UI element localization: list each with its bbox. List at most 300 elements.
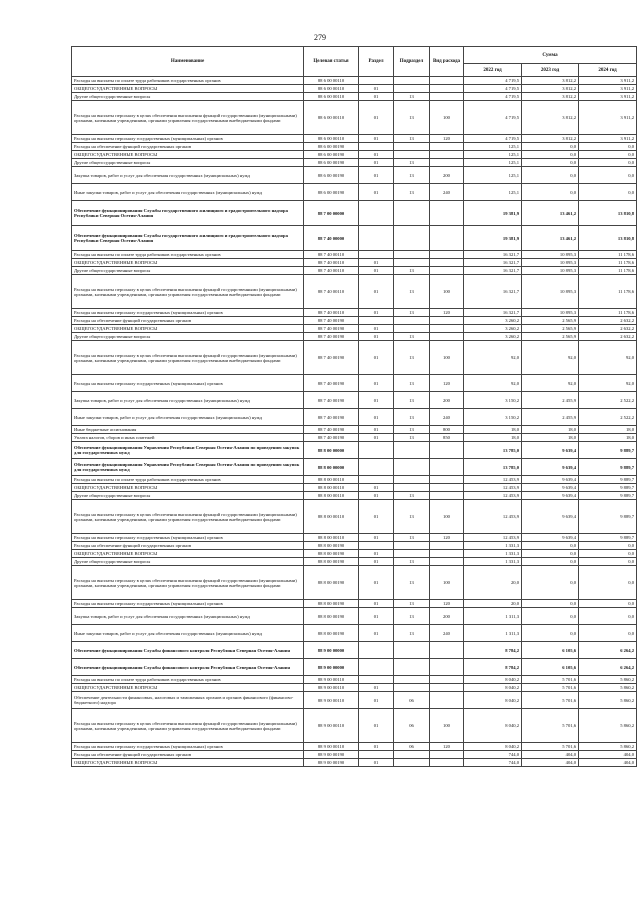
row-subsection: 13	[394, 434, 430, 442]
row-amount-2024: 9 889,7	[579, 476, 637, 484]
row-amount-2022: 125,1	[464, 143, 522, 151]
row-section: 01	[359, 341, 394, 375]
table-row	[72, 251, 637, 259]
row-name: Расходы на выплаты по оплате труда работников государственных органов	[72, 77, 304, 85]
row-expense-type	[430, 484, 464, 492]
row-section: 01	[359, 267, 394, 275]
row-amount-2022: 4 719,5	[464, 135, 522, 143]
row-amount-2023: 9 639,4	[522, 534, 579, 542]
row-name: Расходы на выплаты персоналу государственных (муниципальных) органов	[72, 534, 304, 542]
header-expense-type: Вид расхода	[430, 47, 464, 77]
row-name: Обеспечение деятельности финансовых, налоговых и таможенных органов и органов финансового (финансово-бюджетного) надзора	[72, 692, 304, 709]
table-row	[72, 642, 637, 659]
row-amount-2022: 744,0	[464, 751, 522, 759]
row-section: 01	[359, 333, 394, 341]
row-section: 01	[359, 409, 394, 426]
row-name: Расходы на выплаты персоналу государственных (муниципальных) органов	[72, 743, 304, 751]
row-amount-2024: 5 860,2	[579, 676, 637, 684]
row-amount-2023: 0,0	[522, 167, 579, 184]
row-amount-2022: 125,1	[464, 184, 522, 201]
row-expense-type	[430, 93, 464, 101]
row-amount-2024: 6 264,2	[579, 642, 637, 659]
row-name: Другие общегосударственные вопросы	[72, 159, 304, 167]
row-amount-2023: 3 812,2	[522, 101, 579, 135]
row-amount-2023: 3 812,2	[522, 85, 579, 93]
row-target-code: 88 8 00 00110	[304, 500, 359, 534]
row-amount-2022: 16 321,7	[464, 259, 522, 267]
row-section: 01	[359, 558, 394, 566]
row-amount-2023: 9 639,4	[522, 476, 579, 484]
row-amount-2023: 5 701,6	[522, 692, 579, 709]
table-row	[72, 534, 637, 542]
table-row	[72, 434, 637, 442]
row-expense-type: 120	[430, 600, 464, 608]
table-row	[72, 550, 637, 558]
row-amount-2022: 16 321,7	[464, 251, 522, 259]
header-section: Раздел	[359, 47, 394, 77]
row-target-code: 88 8 00 00110	[304, 484, 359, 492]
table-row	[72, 625, 637, 642]
row-section	[359, 676, 394, 684]
row-expense-type: 120	[430, 534, 464, 542]
row-section	[359, 77, 394, 85]
row-subsection: 13	[394, 492, 430, 500]
table-row	[72, 426, 637, 434]
row-subsection	[394, 542, 430, 550]
row-amount-2024: 92,0	[579, 341, 637, 375]
row-expense-type: 240	[430, 409, 464, 426]
row-amount-2022: 4 719,5	[464, 93, 522, 101]
table-row	[72, 184, 637, 201]
row-expense-type	[430, 442, 464, 459]
row-amount-2022: 8 784,2	[464, 642, 522, 659]
row-section	[359, 642, 394, 659]
row-expense-type	[430, 542, 464, 550]
row-amount-2022: 20,0	[464, 600, 522, 608]
row-amount-2022: 12 453,9	[464, 500, 522, 534]
row-amount-2023: 9 639,4	[522, 459, 579, 476]
row-subsection	[394, 751, 430, 759]
row-subsection	[394, 85, 430, 93]
row-amount-2023: 2 565,9	[522, 317, 579, 325]
row-section	[359, 143, 394, 151]
row-section: 01	[359, 566, 394, 600]
row-name: ОБЩЕГОСУДАРСТВЕННЫЕ ВОПРОСЫ	[72, 759, 304, 767]
row-target-code: 88 9 00 00000	[304, 642, 359, 659]
row-expense-type: 200	[430, 608, 464, 625]
row-expense-type: 240	[430, 625, 464, 642]
row-section: 01	[359, 550, 394, 558]
row-amount-2023: 0,0	[522, 625, 579, 642]
row-amount-2023: 5 701,6	[522, 676, 579, 684]
row-target-code: 88 6 00 00110	[304, 101, 359, 135]
row-name: ОБЩЕГОСУДАРСТВЕННЫЕ ВОПРОСЫ	[72, 484, 304, 492]
table-row	[72, 201, 637, 226]
row-name: Расходы на выплаты персоналу государственных (муниципальных) органов	[72, 309, 304, 317]
row-expense-type	[430, 550, 464, 558]
row-amount-2023: 6 105,6	[522, 642, 579, 659]
row-amount-2024: 9 889,7	[579, 459, 637, 476]
row-section: 01	[359, 275, 394, 309]
row-name: Расходы на выплаты персоналу государственных (муниципальных) органов	[72, 375, 304, 392]
row-target-code: 88 9 00 00190	[304, 751, 359, 759]
table-row	[72, 409, 637, 426]
row-amount-2022: 1 311,3	[464, 625, 522, 642]
row-amount-2023: 9 639,4	[522, 442, 579, 459]
row-name: Обеспечение функционирования Службы финансового контроля Республики Северная Осетия-Алания	[72, 642, 304, 659]
row-target-code: 88 8 00 00110	[304, 534, 359, 542]
row-amount-2023: 13 461,2	[522, 226, 579, 251]
row-amount-2024: 0,0	[579, 566, 637, 600]
row-amount-2024: 5 860,2	[579, 743, 637, 751]
row-expense-type	[430, 251, 464, 259]
row-target-code: 88 8 00 00000	[304, 442, 359, 459]
row-amount-2022: 8 040,2	[464, 676, 522, 684]
row-expense-type	[430, 642, 464, 659]
row-amount-2023: 2 455,9	[522, 409, 579, 426]
row-expense-type	[430, 259, 464, 267]
row-amount-2022: 12 453,9	[464, 534, 522, 542]
row-name: Обеспечение функционирования Службы финансового контроля Республики Северная Осетия-Алания	[72, 659, 304, 676]
row-target-code: 88 7 40 00110	[304, 267, 359, 275]
row-target-code: 88 7 40 00190	[304, 375, 359, 392]
row-subsection	[394, 251, 430, 259]
row-amount-2023: 5 701,6	[522, 709, 579, 743]
row-target-code: 88 7 00 00000	[304, 201, 359, 226]
row-name: Другие общегосударственные вопросы	[72, 93, 304, 101]
table-row	[72, 325, 637, 333]
row-subsection: 13	[394, 608, 430, 625]
row-expense-type: 200	[430, 167, 464, 184]
row-amount-2022: 8 040,2	[464, 692, 522, 709]
row-amount-2023: 9 639,4	[522, 484, 579, 492]
row-subsection	[394, 442, 430, 459]
row-amount-2023: 92,0	[522, 375, 579, 392]
row-expense-type	[430, 317, 464, 325]
row-amount-2024: 5 860,2	[579, 684, 637, 692]
row-name: Обеспечение функционирования Управления Республики Северная Осетия-Алания по проведению закупок для государственных нужд	[72, 459, 304, 476]
row-subsection: 06	[394, 743, 430, 751]
row-target-code: 88 6 00 00190	[304, 151, 359, 159]
table-row	[72, 751, 637, 759]
row-amount-2022: 18,0	[464, 434, 522, 442]
row-subsection: 06	[394, 709, 430, 743]
row-section: 01	[359, 492, 394, 500]
row-name: Обеспечение функционирования Службы государственного жилищного и градостроительного надзора Республики Северная Осетия-Алания	[72, 201, 304, 226]
header-target: Целевая статья	[304, 47, 359, 77]
row-amount-2022: 13 785,0	[464, 442, 522, 459]
table-row	[72, 709, 637, 743]
row-section: 01	[359, 600, 394, 608]
row-name: ОБЩЕГОСУДАРСТВЕННЫЕ ВОПРОСЫ	[72, 259, 304, 267]
table-row	[72, 167, 637, 184]
table-row	[72, 759, 637, 767]
row-subsection: 13	[394, 566, 430, 600]
row-target-code: 88 7 40 00110	[304, 309, 359, 317]
row-amount-2024: 0,0	[579, 143, 637, 151]
row-target-code: 88 9 00 00190	[304, 759, 359, 767]
row-name: Расходы на выплаты по оплате труда работников государственных органов	[72, 476, 304, 484]
row-section: 01	[359, 135, 394, 143]
row-amount-2024: 2 522,2	[579, 409, 637, 426]
row-amount-2023: 2 565,9	[522, 325, 579, 333]
row-subsection	[394, 676, 430, 684]
row-amount-2022: 125,1	[464, 159, 522, 167]
row-target-code: 88 7 40 00190	[304, 317, 359, 325]
row-section: 01	[359, 500, 394, 534]
row-name: Другие общегосударственные вопросы	[72, 492, 304, 500]
row-subsection: 13	[394, 500, 430, 534]
row-amount-2023: 3 812,2	[522, 93, 579, 101]
row-amount-2022: 3 260,2	[464, 325, 522, 333]
row-amount-2022: 92,0	[464, 341, 522, 375]
row-expense-type: 100	[430, 709, 464, 743]
row-name: Иные бюджетные ассигнования	[72, 426, 304, 434]
row-section: 01	[359, 85, 394, 93]
row-amount-2023: 2 455,9	[522, 392, 579, 409]
row-amount-2024: 3 911,2	[579, 77, 637, 85]
row-amount-2024: 9 889,7	[579, 492, 637, 500]
row-name: Уплата налогов, сборов и иных платежей	[72, 434, 304, 442]
row-amount-2024: 0,0	[579, 558, 637, 566]
row-section: 01	[359, 151, 394, 159]
row-target-code: 88 6 00 00190	[304, 143, 359, 151]
row-target-code: 88 6 00 00110	[304, 135, 359, 143]
row-name: Другие общегосударственные вопросы	[72, 267, 304, 275]
row-target-code: 88 7 40 00190	[304, 341, 359, 375]
row-amount-2023: 404,0	[522, 751, 579, 759]
row-expense-type: 120	[430, 743, 464, 751]
row-section	[359, 201, 394, 226]
row-amount-2022: 19 381,9	[464, 226, 522, 251]
row-amount-2022: 3 150,2	[464, 392, 522, 409]
row-amount-2024: 6 264,2	[579, 659, 637, 676]
row-target-code: 88 8 00 00190	[304, 558, 359, 566]
row-target-code: 88 8 00 00190	[304, 600, 359, 608]
row-target-code: 88 9 00 00110	[304, 692, 359, 709]
row-subsection: 13	[394, 375, 430, 392]
row-amount-2023: 404,0	[522, 759, 579, 767]
row-section: 01	[359, 692, 394, 709]
table-row	[72, 743, 637, 751]
row-subsection	[394, 550, 430, 558]
table-body	[72, 77, 637, 767]
row-amount-2024: 92,0	[579, 375, 637, 392]
row-target-code: 88 8 00 00190	[304, 550, 359, 558]
table-row	[72, 135, 637, 143]
row-section: 01	[359, 259, 394, 267]
row-amount-2024: 2 522,2	[579, 392, 637, 409]
row-expense-type: 100	[430, 275, 464, 309]
row-name: Закупка товаров, работ и услуг для обеспечения государственных (муниципальных) нужд	[72, 392, 304, 409]
table-row	[72, 542, 637, 550]
row-amount-2024: 5 860,2	[579, 692, 637, 709]
row-amount-2024: 0,0	[579, 625, 637, 642]
row-expense-type	[430, 143, 464, 151]
row-expense-type: 120	[430, 309, 464, 317]
row-target-code: 88 7 40 00190	[304, 426, 359, 434]
row-amount-2024: 2 632,2	[579, 317, 637, 325]
row-amount-2023: 0,0	[522, 558, 579, 566]
row-subsection	[394, 317, 430, 325]
table-row	[72, 600, 637, 608]
table-row	[72, 159, 637, 167]
row-amount-2022: 3 260,2	[464, 333, 522, 341]
row-name: Расходы на обеспечение функций государственных органов	[72, 317, 304, 325]
row-section	[359, 459, 394, 476]
row-amount-2024: 13 810,8	[579, 226, 637, 251]
table-row	[72, 333, 637, 341]
row-name: ОБЩЕГОСУДАРСТВЕННЫЕ ВОПРОСЫ	[72, 684, 304, 692]
table-row	[72, 676, 637, 684]
table-row	[72, 151, 637, 159]
row-amount-2024: 3 911,2	[579, 135, 637, 143]
row-amount-2024: 9 889,7	[579, 500, 637, 534]
row-amount-2024: 0,0	[579, 159, 637, 167]
table-row	[72, 692, 637, 709]
row-target-code: 88 8 00 00190	[304, 566, 359, 600]
row-expense-type	[430, 85, 464, 93]
row-target-code: 88 8 00 00190	[304, 542, 359, 550]
row-amount-2022: 12 453,9	[464, 484, 522, 492]
row-amount-2024: 18,0	[579, 426, 637, 434]
row-target-code: 88 8 00 00190	[304, 625, 359, 642]
table-row	[72, 442, 637, 459]
row-amount-2022: 744,0	[464, 759, 522, 767]
budget-table	[71, 46, 637, 767]
row-subsection: 13	[394, 534, 430, 542]
row-expense-type: 850	[430, 434, 464, 442]
row-amount-2024: 11 178,6	[579, 251, 637, 259]
row-amount-2022: 1 311,3	[464, 608, 522, 625]
row-target-code: 88 7 40 00190	[304, 333, 359, 341]
row-subsection: 13	[394, 600, 430, 608]
row-section: 01	[359, 684, 394, 692]
row-amount-2023: 5 701,6	[522, 684, 579, 692]
row-expense-type: 100	[430, 566, 464, 600]
row-subsection: 06	[394, 692, 430, 709]
row-amount-2022: 16 321,7	[464, 267, 522, 275]
row-amount-2023: 3 812,2	[522, 77, 579, 85]
row-amount-2024: 404,0	[579, 751, 637, 759]
row-amount-2024: 0,0	[579, 550, 637, 558]
row-section	[359, 751, 394, 759]
row-name: Обеспечение функционирования Управления Республики Северная Осетия-Алания по проведению закупок для государственных нужд	[72, 442, 304, 459]
row-subsection: 13	[394, 392, 430, 409]
row-expense-type: 100	[430, 500, 464, 534]
row-amount-2022: 4 719,5	[464, 85, 522, 93]
row-expense-type: 120	[430, 375, 464, 392]
row-amount-2022: 1 331,3	[464, 550, 522, 558]
header-amount: Сумма	[464, 47, 637, 64]
row-expense-type	[430, 659, 464, 676]
row-amount-2024: 2 632,2	[579, 325, 637, 333]
row-subsection	[394, 325, 430, 333]
header-year-2023: 2023 год	[522, 64, 579, 77]
row-name: Расходы на выплаты по оплате труда работников государственных органов	[72, 251, 304, 259]
row-subsection: 13	[394, 267, 430, 275]
row-expense-type: 100	[430, 101, 464, 135]
row-amount-2023: 10 895,3	[522, 267, 579, 275]
row-target-code: 88 7 40 00110	[304, 275, 359, 309]
row-subsection	[394, 151, 430, 159]
table-row	[72, 484, 637, 492]
table-row	[72, 85, 637, 93]
row-expense-type	[430, 558, 464, 566]
row-amount-2023: 18,0	[522, 434, 579, 442]
row-subsection: 13	[394, 184, 430, 201]
row-name: Иные закупки товаров, работ и услуг для обеспечения государственных (муниципальных) нужд	[72, 409, 304, 426]
row-name: Расходы на обеспечение функций государственных органов	[72, 143, 304, 151]
row-amount-2022: 3 150,2	[464, 409, 522, 426]
row-target-code: 88 8 00 00110	[304, 492, 359, 500]
row-amount-2023: 0,0	[522, 159, 579, 167]
row-target-code: 88 6 00 00110	[304, 77, 359, 85]
row-expense-type: 240	[430, 184, 464, 201]
row-amount-2022: 19 381,9	[464, 201, 522, 226]
row-target-code: 88 9 00 00110	[304, 676, 359, 684]
row-target-code: 88 6 00 00110	[304, 85, 359, 93]
row-subsection	[394, 759, 430, 767]
row-amount-2022: 8 040,2	[464, 709, 522, 743]
row-target-code: 88 6 00 00190	[304, 167, 359, 184]
row-section: 01	[359, 93, 394, 101]
row-subsection: 13	[394, 101, 430, 135]
table-row	[72, 566, 637, 600]
row-amount-2024: 9 889,7	[579, 484, 637, 492]
row-expense-type	[430, 226, 464, 251]
row-section: 01	[359, 101, 394, 135]
row-target-code: 88 8 00 00110	[304, 476, 359, 484]
row-amount-2024: 2 632,2	[579, 333, 637, 341]
table-row	[72, 226, 637, 251]
row-section: 01	[359, 159, 394, 167]
row-subsection	[394, 77, 430, 85]
row-name: Расходы на выплаты по оплате труда работников государственных органов	[72, 676, 304, 684]
row-target-code: 88 9 00 00110	[304, 743, 359, 751]
row-name: ОБЩЕГОСУДАРСТВЕННЫЕ ВОПРОСЫ	[72, 85, 304, 93]
table-row	[72, 77, 637, 85]
row-expense-type	[430, 267, 464, 275]
row-amount-2024: 0,0	[579, 600, 637, 608]
row-name: Расходы на обеспечение функций государственных органов	[72, 751, 304, 759]
row-expense-type: 800	[430, 426, 464, 434]
row-section: 01	[359, 534, 394, 542]
row-amount-2024: 0,0	[579, 151, 637, 159]
table-row	[72, 375, 637, 392]
row-amount-2024: 3 911,2	[579, 101, 637, 135]
row-amount-2024: 0,0	[579, 542, 637, 550]
row-subsection: 13	[394, 341, 430, 375]
row-section: 01	[359, 484, 394, 492]
row-target-code: 88 7 40 00110	[304, 251, 359, 259]
row-subsection: 13	[394, 135, 430, 143]
row-subsection	[394, 684, 430, 692]
row-amount-2024: 11 178,6	[579, 259, 637, 267]
row-amount-2023: 0,0	[522, 184, 579, 201]
row-subsection	[394, 143, 430, 151]
row-section: 01	[359, 709, 394, 743]
row-amount-2022: 4 719,5	[464, 77, 522, 85]
row-expense-type	[430, 325, 464, 333]
row-name: Другие общегосударственные вопросы	[72, 333, 304, 341]
row-amount-2024: 9 889,7	[579, 534, 637, 542]
row-subsection: 13	[394, 167, 430, 184]
row-subsection: 13	[394, 409, 430, 426]
row-expense-type: 200	[430, 392, 464, 409]
row-target-code: 88 7 40 00110	[304, 259, 359, 267]
row-name: Расходы на выплаты персоналу в целях обеспечения выполнения функций государственными (муниципальными) органами, казенными учреждениями, органами управления государственными внебюджетными фондами	[72, 101, 304, 135]
